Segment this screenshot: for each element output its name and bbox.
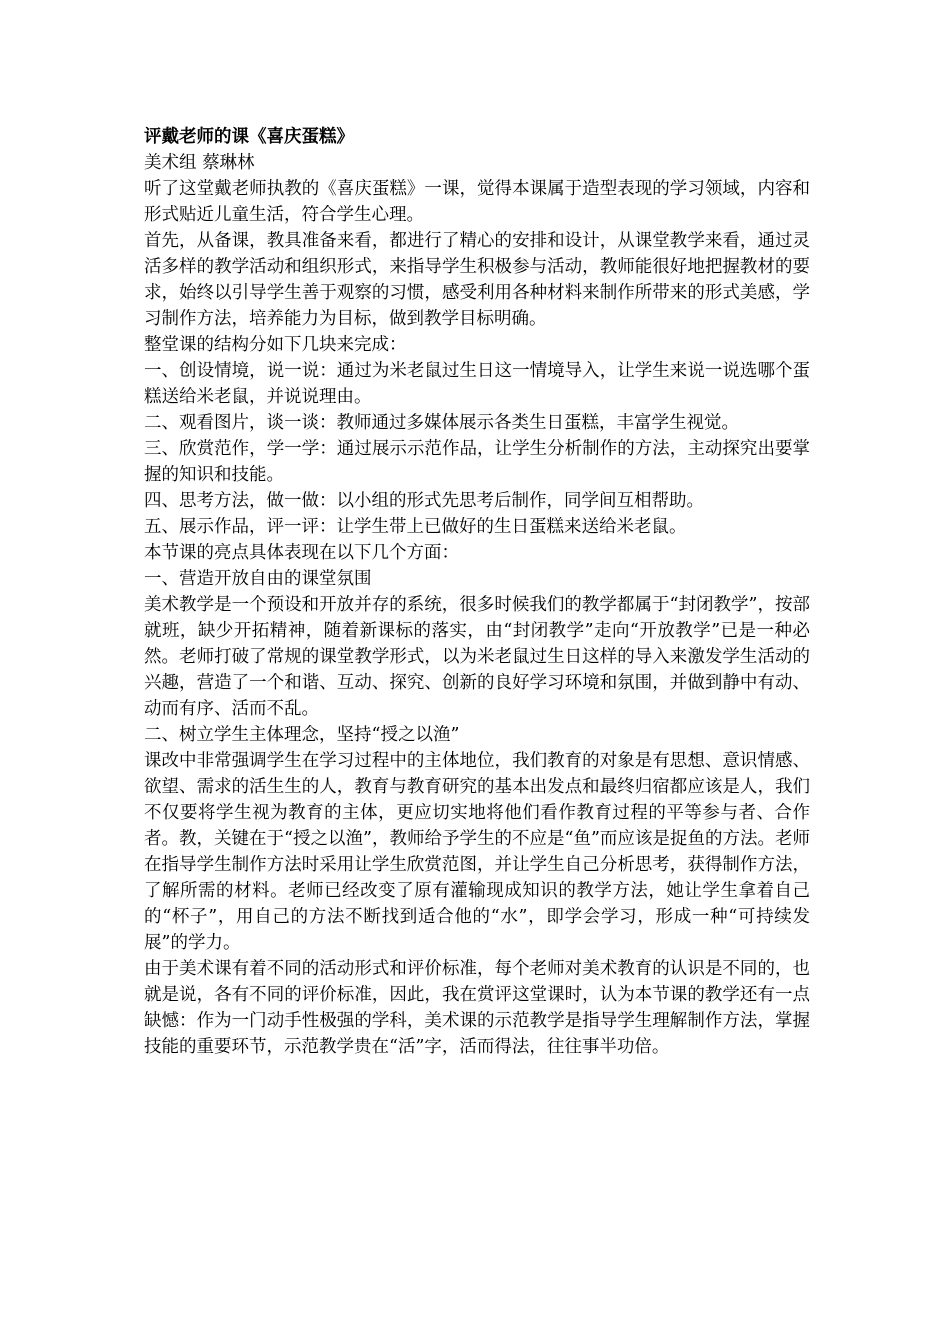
paragraph-intro: 听了这堂戴老师执教的《喜庆蛋糕》一课，觉得本课属于造型表现的学习领域，内容和形式贴近儿童生活，符合学生心理。 — [144, 179, 810, 225]
paragraph-step-4: 四、思考方法，做一做：以小组的形式先思考后制作，同学间互相帮助。 — [144, 491, 704, 511]
paragraph-open-classroom: 美术教学是一个预设和开放并存的系统，很多时候我们的教学都属于“封闭教学”，按部就班，缺少开拓精神，随着新课标的落实，由“封闭教学”走向“开放教学”已是一种必然。老师打破了常规的课堂教学形式，以为米老鼠过生日这样的导入来激发学生活动的兴趣，营造了一个和谐、互动、探究、创新的良好学习环境和氛围，并做到静中有动、动而有序、活而不乱。 — [144, 595, 810, 719]
paragraph-student-subject: 课改中非常强调学生在学习过程中的主体地位，我们教育的对象是有思想、意识情感、欲望、需求的活生生的人，教育与教育研究的基本出发点和最终归宿都应该是人，我们不仅要将学生视为教育的主体，更应切实地将他们看作教育过程的平等参与者、合作者。教，关键在于“授之以渔”，教师给予学生的不应是“鱼”而应该是捉鱼的方法。老师在指导学生制作方法时采用让学生欣赏范图，并让学生自己分析思考，获得制作方法，了解所需的材料。老师已经改变了原有灌输现成知识的教学方法，她让学生拿着自己的“杯子”，用自己的方法不断找到适合他的“水”，即学会学习，形成一种“可持续发展”的学力。 — [144, 751, 810, 953]
paragraph-highlights-heading: 本节课的亮点具体表现在以下几个方面： — [144, 543, 459, 563]
paragraph-step-1: 一、创设情境，说一说：通过为米老鼠过生日这一情境导入，让学生来说一说选哪个蛋糕送给米老鼠，并说说理由。 — [144, 361, 810, 407]
section-heading-2: 二、树立学生主体理念，坚持“授之以渔” — [144, 725, 460, 745]
document-body — [144, 124, 810, 1060]
paragraph-structure-heading: 整堂课的结构分如下几块来完成： — [144, 335, 407, 355]
paragraph-step-2: 二、观看图片，谈一谈：教师通过多媒体展示各类生日蛋糕，丰富学生视觉。 — [144, 413, 739, 433]
section-heading-1: 一、营造开放自由的课堂氛围 — [144, 569, 372, 589]
paragraph-step-3: 三、欣赏范作，学一学：通过展示示范作品，让学生分析制作的方法，主动探究出要掌握的知识和技能。 — [144, 439, 810, 485]
paragraph-preparation: 首先，从备课，教具准备来看，都进行了精心的安排和设计，从课堂教学来看，通过灵活多样的教学活动和组织形式，来指导学生积极参与活动，教师能很好地把握教材的要求，始终以引导学生善于观察的习惯，感受利用各种材料来制作所带来的形式美感，学习制作方法，培养能力为目标，做到教学目标明确。 — [144, 231, 810, 329]
author-line: 美术组 蔡琳林 — [144, 153, 255, 173]
paragraph-step-5: 五、展示作品，评一评：让学生带上已做好的生日蛋糕来送给米老鼠。 — [144, 517, 687, 537]
paragraph-conclusion: 由于美术课有着不同的活动形式和评价标准，每个老师对美术教育的认识是不同的，也就是说，各有不同的评价标准，因此，我在赏评这堂课时，认为本节课的教学还有一点缺憾：作为一门动手性极强的学科，美术课的示范教学是指导学生理解制作方法，掌握技能的重要环节，示范教学贵在“活”字，活而得法，往往事半功倍。 — [144, 959, 810, 1057]
document-title: 评戴老师的课《喜庆蛋糕》 — [144, 127, 354, 147]
